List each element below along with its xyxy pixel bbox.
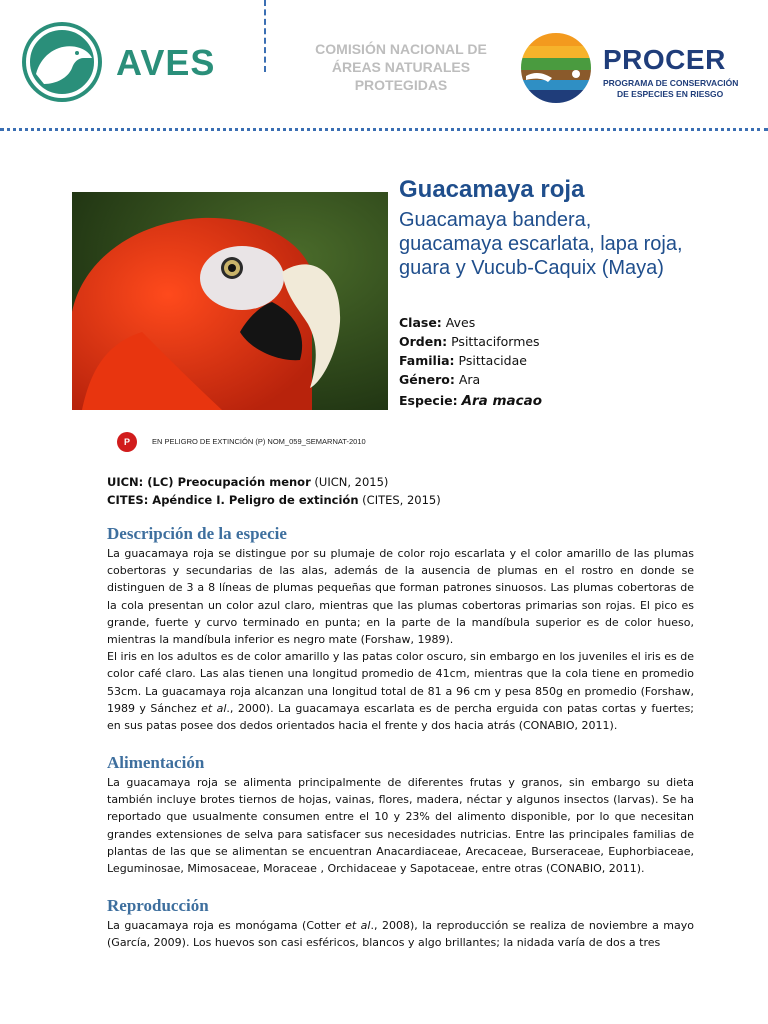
- conanp-name: [296, 40, 506, 94]
- taxonomy-key: Género:: [399, 372, 455, 387]
- scientific-name: Ara macao: [461, 393, 543, 409]
- paragraph: La guacamaya roja se alimenta principalmente de diferentes frutas y granos, sin embargo su dieta también incluye brotes tiernos de hojas, vainas, flores, madera, néctar y algunos insectos (larvas). Se ha reportado que usualmente consumen entre el 10 y 23% del alimento disponible, por lo que necesitan grandes extensiones de selva para satisfacer sus necesidades nutricias. Entre las principales familias de plantas de las que se alimentan se encuentran Anacardiaceae, Arecaceae, Burseraceae, Euphorbiaceae, Leguminosae, Mimosaceae, Moraceae , Orchidaceae y Sapotaceae, entre otras (CONABIO, 2011).: [107, 776, 694, 876]
- taxonomy-row: [399, 313, 542, 332]
- header-vertical-divider: [264, 0, 266, 72]
- page-header: [0, 0, 768, 128]
- taxonomy-value: Psittaciformes: [451, 334, 540, 349]
- aves-logo-text: AVES: [116, 42, 216, 83]
- risk-status-banner: [112, 428, 412, 454]
- section-body-descripcion: [107, 545, 694, 734]
- taxonomy-value: Aves: [445, 315, 476, 330]
- species-common-names: Guacamaya bandera, guacamaya escarlata, lapa roja, guara y Vucub-Caquix (Maya): [399, 209, 683, 279]
- taxonomy-row: [399, 370, 542, 389]
- text-run-italic: et al: [201, 701, 227, 715]
- text-run: ., 2000). La guacamaya escarlata es de percha erguida con patas cortas y fuertes; en sus patas posee dos dedos orientados hacia el frente y dos hacia atrás (CONABIO, 2011).: [107, 701, 695, 733]
- taxonomy-key: Clase:: [399, 315, 442, 330]
- cites-label: CITES: Apéndice I. Peligro de extinción: [107, 493, 359, 507]
- header-dotted-divider: [0, 128, 768, 131]
- aves-logo: [22, 22, 102, 102]
- procer-sub-line: DE ESPECIES EN RIESGO: [617, 89, 724, 99]
- risk-badge: P: [117, 432, 137, 452]
- section-body-reproduccion: [107, 917, 694, 951]
- uicn-label: UICN: (LC) Preocupación menor: [107, 475, 311, 489]
- conanp-line: ÁREAS NATURALES: [331, 59, 471, 75]
- procer-subtitle: [603, 78, 738, 100]
- species-title: Guacamaya roja: [399, 176, 585, 203]
- taxonomy-value: Psittacidae: [458, 353, 527, 368]
- text-run-italic: et al: [345, 919, 371, 932]
- taxonomy-key: Familia:: [399, 353, 455, 368]
- risk-text: EN PELIGRO DE EXTINCIÓN (P) NOM_059_SEMARNAT-2010: [152, 437, 366, 446]
- conservation-status: [107, 473, 441, 509]
- section-heading-reproduccion: Reproducción: [107, 896, 209, 915]
- cites-status: [107, 491, 441, 509]
- macaw-illustration: [72, 192, 388, 410]
- procer-logo-icon: [518, 30, 594, 106]
- cites-reference: (CITES, 2015): [358, 493, 441, 507]
- uicn-reference: (UICN, 2015): [310, 475, 389, 489]
- taxonomy-row: [399, 391, 542, 411]
- text-run: El iris en los adultos es de color amarillo y las patas color oscuro, sin embargo en los juveniles el iris es de color café claro. Las alas tienen una longitud promedio de 41cm, mientras que la cola tiene en promedio 53cm. La guacamaya roja alcanzan una longitud total de 81 a 96 cm y pesa 850g en promedio (Forshaw, 1989 y Sánchez: [107, 650, 694, 715]
- uicn-status: [107, 473, 441, 491]
- section-heading-alimentacion: Alimentación: [107, 753, 205, 772]
- paragraph: [107, 917, 694, 951]
- taxonomy-key: Orden:: [399, 334, 448, 349]
- text-run: ., 2008), la reproducción se realiza de noviembre a mayo (García, 2009). Los huevos son casi esféricos, blancos y algo brillantes; la nidada varía de dos a tres: [107, 919, 695, 950]
- section-heading-descripcion: Descripción de la especie: [107, 524, 287, 543]
- taxonomy-row: [399, 332, 542, 351]
- taxonomy-block: [399, 313, 542, 411]
- taxonomy-value: Ara: [458, 372, 481, 387]
- procer-sub-line: PROGRAMA DE CONSERVACIÓN: [603, 78, 739, 88]
- paragraph: [107, 648, 694, 734]
- bird-head-icon: [22, 22, 102, 102]
- taxonomy-key: Especie:: [399, 393, 458, 408]
- taxonomy-row: [399, 351, 542, 370]
- conanp-line: PROTEGIDAS: [354, 77, 448, 93]
- section-body-alimentacion: [107, 774, 694, 877]
- conanp-line: COMISIÓN NACIONAL DE: [315, 41, 487, 57]
- text-run: La guacamaya roja es monógama (Cotter: [107, 919, 346, 932]
- paragraph: La guacamaya roja se distingue por su plumaje de color rojo escarlata y el color amarillo de las plumas cobertoras y secundarias de las alas, además de la ausencia de plumas en el rostro en donde se distinguen de 3 a 8 líneas de plumas pequeñas que forman patrones sinuosos. Las plumas cobertoras de la cola presentan un color azul claro, mientras que las plumas cobertoras primarias son rojas. El pico es grande, fuerte y curvo terminado en punta; en la parte de la mandíbula superior es de color hueso, mientras la mandíbula inferior es negro mate (Forshaw, 1989).: [107, 547, 694, 647]
- species-photo: [72, 192, 388, 410]
- procer-title: PROCER: [603, 44, 726, 75]
